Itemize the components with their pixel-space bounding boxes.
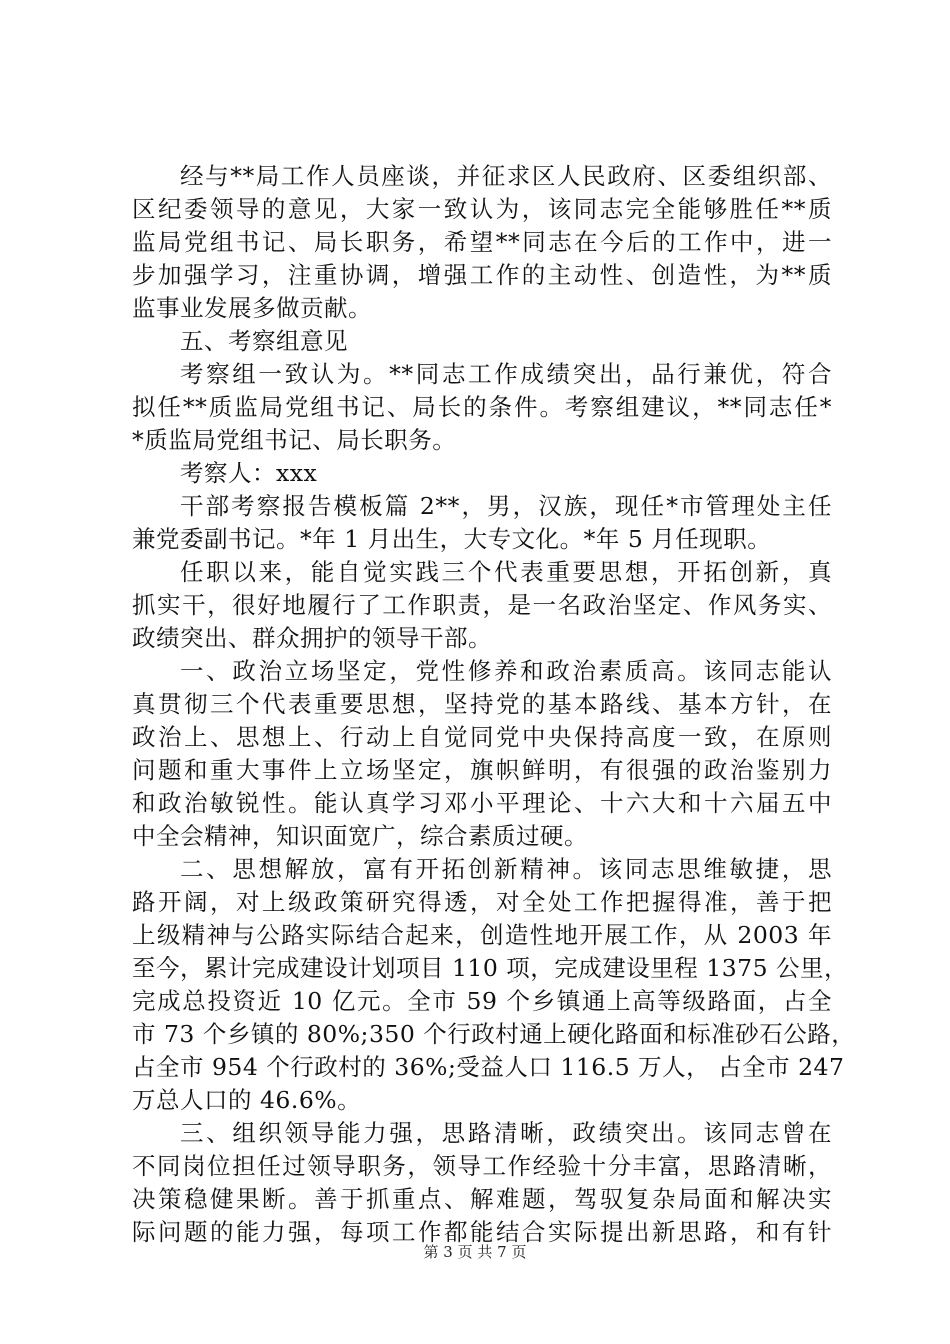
text-line: 政绩突出、群众拥护的领导干部。 [132, 624, 492, 652]
text-line: 中全会精神，知识面宽广，综合素质过硬。 [132, 822, 588, 850]
text-line: 不同岗位担任过领导职务，领导工作经验十分丰富，思路清晰， [132, 1152, 832, 1180]
text-line: 问题和重大事件上立场坚定，旗帜鲜明，有很强的政治鉴别力 [132, 756, 832, 784]
text-line: 兼党委副书记。*年 1 月出生，大专文化。*年 5 月任现职。 [132, 525, 772, 553]
text-line: 步加强学习，注重协调，增强工作的主动性、创造性，为**质 [132, 261, 832, 289]
text-line: 完成总投资近 10 亿元。全市 59 个乡镇通上高等级路面，占全 [132, 987, 832, 1015]
text-line: 万总人口的 46.6%。 [132, 1086, 362, 1114]
text-line: 监局党组书记、局长职务，希望**同志在今后的工作中，进一 [132, 228, 832, 256]
text-line: 三、组织领导能力强，思路清晰，政绩突出。该同志曾在 [180, 1119, 832, 1147]
text-line: 和政治敏锐性。能认真学习邓小平理论、十六大和十六届五中 [132, 789, 832, 817]
page-number-footer: 第 3 页 共 7 页 [423, 1243, 527, 1261]
text-line: 政治上、思想上、行动上自觉同党中央保持高度一致，在原则 [132, 723, 832, 751]
text-line: 考察组一致认为。**同志工作成绩突出，品行兼优，符合 [180, 360, 832, 388]
text-line: 路开阔，对上级政策研究得透，对全处工作把握得准，善于把 [132, 888, 832, 916]
text-line: 至今，累计完成建设计划项目 110 项，完成建设里程 1375 公里， [132, 954, 849, 982]
text-line: 干部考察报告模板篇 2**，男，汉族，现任*市管理处主任 [180, 492, 832, 520]
text-line: 市 73 个乡镇的 80%;350 个行政村通上硬化路面和标准砂石公路， [132, 1020, 856, 1048]
text-line: 区纪委领导的意见，大家一致认为，该同志完全能够胜任**质 [132, 195, 832, 223]
text-line: 真贯彻三个代表重要思想，坚持党的基本路线、基本方针，在 [132, 690, 832, 718]
inspector-line: 考察人：xxx [180, 459, 318, 487]
text-line: 抓实干，很好地履行了工作职责，是一名政治坚定、作风务实、 [132, 591, 832, 619]
text-line: 任职以来，能自觉实践三个代表重要思想，开拓创新，真 [180, 558, 832, 586]
text-line: 经与**局工作人员座谈，并征求区人民政府、区委组织部、 [180, 162, 832, 190]
text-line: 监事业发展多做贡献。 [132, 294, 372, 322]
text-line: 占全市 954 个行政村的 36%;受益人口 116.5 万人， 占全市 247 [132, 1053, 845, 1081]
text-line: 上级精神与公路实际结合起来，创造性地开展工作，从 2003 年 [132, 921, 832, 949]
section-heading: 五、考察组意见 [180, 327, 348, 355]
text-line: 二、思想解放，富有开拓创新精神。该同志思维敏捷，思 [180, 855, 832, 883]
text-line: 一、政治立场坚定，党性修养和政治素质高。该同志能认 [180, 657, 832, 685]
text-line: 决策稳健果断。善于抓重点、解难题，驾驭复杂局面和解决实 [132, 1185, 832, 1213]
text-line: *质监局党组书记、局长职务。 [132, 426, 457, 454]
text-line: 际问题的能力强，每项工作都能结合实际提出新思路，和有针 [132, 1218, 832, 1246]
text-line: 拟任**质监局党组书记、局长的条件。考察组建议，**同志任* [132, 393, 832, 421]
